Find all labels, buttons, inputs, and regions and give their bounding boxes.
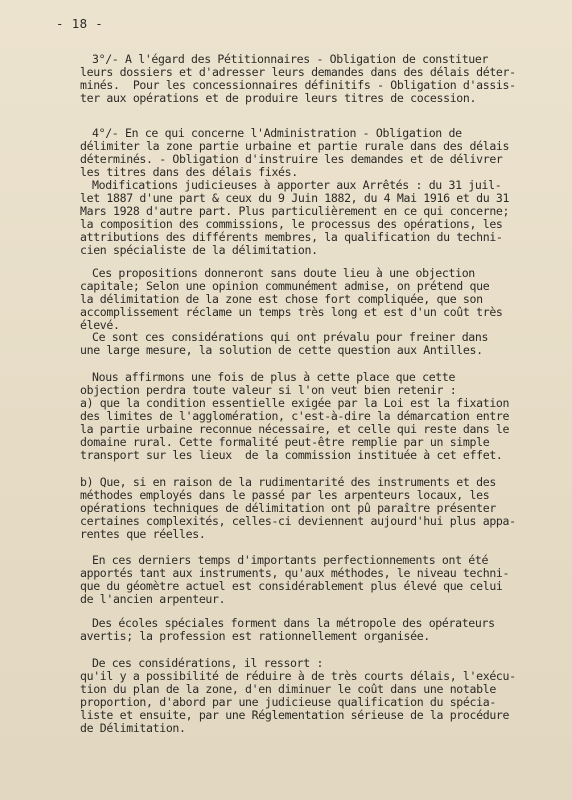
- text-line: proportion, d'abord par une judicieuse qualification du spécia-: [80, 695, 496, 709]
- text-line: déterminés. - Obligation d'instruire les demandes et de délivrer: [80, 152, 503, 166]
- text-line: minés. Pour les concessionnaires définitifs - Obligation d'assis-: [80, 78, 516, 92]
- text-line: cien spécialiste de la délimitation.: [80, 243, 318, 257]
- text-line: a) que la condition essentielle exigée par la Loi est la fixation: [80, 396, 510, 410]
- text-line: 4°/- En ce qui concerne l'Administration - Obligation de: [92, 126, 462, 140]
- text-line: une large mesure, la solution de cette question aux Antilles.: [80, 343, 483, 357]
- text-line: Nous affirmons une fois de plus à cette place que cette: [92, 370, 456, 384]
- text-line: Ce sont ces considérations qui ont prévalu pour freiner dans: [92, 330, 489, 344]
- text-line: transport sur les lieux de la commission instituée à cet effet.: [80, 448, 503, 462]
- text-line: de Délimitation.: [80, 721, 186, 735]
- text-line: ter aux opérations et de produire leurs titres de cocession.: [80, 91, 477, 105]
- text-line: que du géomètre actuel est considérablement plus élevé que celui: [80, 579, 503, 593]
- text-line: la partie urbaine reconnue nécessaire, et celle qui reste dans le: [80, 422, 510, 436]
- text-line: domaine rural. Cette formalité peut-être remplie par un simple: [80, 435, 490, 449]
- text-line: let 1887 d'une part & ceux du 9 Juin 1882, du 4 Mai 1916 et du 31: [80, 191, 510, 205]
- text-line: apportés tant aux instruments, qu'aux méthodes, le niveau techni-: [80, 566, 510, 580]
- text-line: méthodes employés dans le passé par les arpenteurs locaux, les: [80, 488, 490, 502]
- text-line: 3°/- A l'égard des Pétitionnaires - Obligation de constituer: [92, 52, 489, 66]
- text-line: leurs dossiers et d'adresser leurs demandes dans des délais déter-: [80, 65, 516, 79]
- text-line: accomplissement réclame un temps très long et est d'un coût très: [80, 305, 503, 319]
- text-line: la composition des commissions, le processus des opérations, les: [80, 217, 503, 231]
- text-line: des limites de l'agglomération, c'est-à-dire la démarcation entre: [80, 409, 510, 423]
- text-line: certaines complexités, celles-ci deviennent aujourd'hui plus appa-: [80, 514, 516, 528]
- text-line: opérations techniques de délimitation ont pû paraître présenter: [80, 501, 496, 515]
- page-number: - 18 -: [56, 16, 104, 31]
- text-line: Ces propositions donneront sans doute lieu à une objection: [92, 266, 475, 280]
- text-line: capitale; Selon une opinion communément admise, on prétend que: [80, 279, 490, 293]
- text-line: avertis; la profession est rationnellement organisée.: [80, 629, 430, 643]
- text-line: objection perdra toute valeur si l'on veut bien retenir :: [80, 383, 457, 397]
- text-line: de l'ancien arpenteur.: [80, 592, 226, 606]
- text-line: En ces derniers temps d'importants perfectionnements ont été: [92, 553, 489, 567]
- text-line: les titres dans des délais fixés.: [80, 165, 298, 179]
- text-line: la délimitation de la zone est chose fort compliquée, que son: [80, 292, 483, 306]
- text-line: De ces considérations, il ressort :: [92, 656, 324, 670]
- text-line: attributions des différents membres, la qualification du techni-: [80, 230, 503, 244]
- text-line: élevé.: [80, 318, 120, 332]
- text-line: qu'il y a possibilité de réduire à de très courts délais, l'exécu-: [80, 669, 516, 683]
- text-line: Modifications judicieuses à apporter aux Arrêtés : du 31 juil-: [92, 178, 502, 192]
- text-line: délimiter la zone partie urbaine et partie rurale dans des délais: [80, 139, 510, 153]
- text-line: tion du plan de la zone, d'en diminuer le coût dans une notable: [80, 682, 496, 696]
- text-line: Des écoles spéciales forment dans la métropole des opérateurs: [92, 616, 495, 630]
- text-line: b) Que, si en raison de la rudimentarité des instruments et des: [80, 475, 496, 489]
- text-line: liste et ensuite, par une Réglementation sérieuse de la procédure: [80, 708, 510, 722]
- text-line: rentes que réelles.: [80, 527, 206, 541]
- text-line: Mars 1928 d'autre part. Plus particulièrement en ce qui concerne;: [80, 204, 510, 218]
